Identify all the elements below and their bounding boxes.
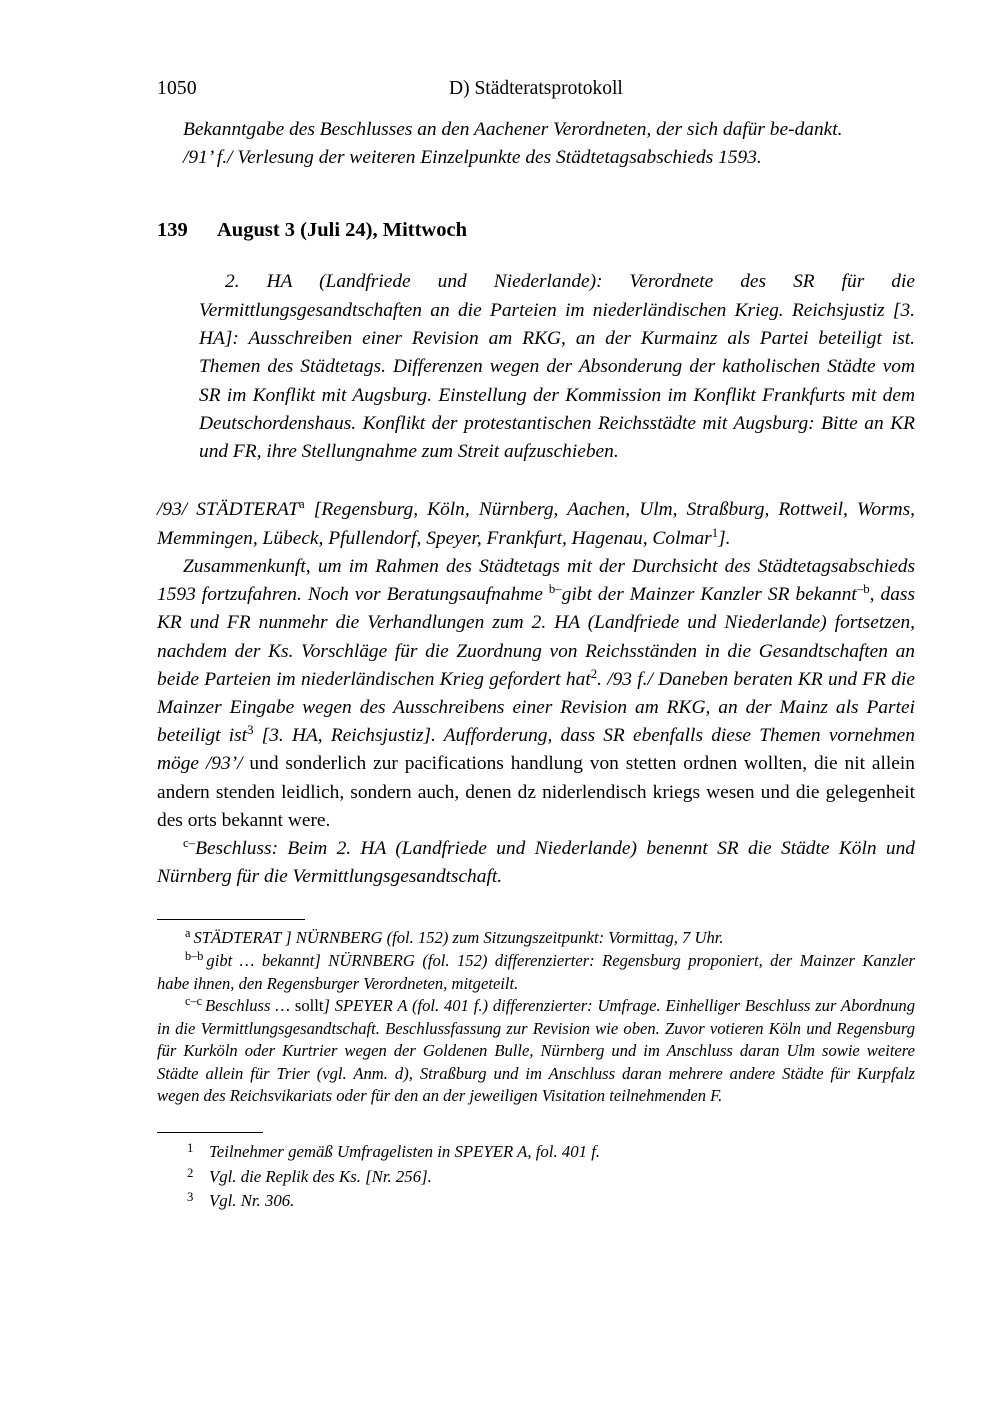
section-heading — [157, 216, 915, 244]
apparatus-note-a — [157, 927, 915, 950]
record-segment-3: , dass KR und FR nunmehr die Verhandlungen zum 2. HA (Landfriede und Niederlande) fortsetzen, nachdem der Ks. Vorschläge für die Zuordnung von Reichsständen in die Gesandtschaften an beide Parteien im niederländischen Krieg gefordert hat — [157, 584, 915, 690]
footnote-number: 2 — [187, 1165, 194, 1180]
footnote-text: Teilnehmer gemäß Umfragelisten in SPEYER A, fol. 401 f. — [209, 1142, 601, 1162]
apparatus-marker-b-close: –b — [856, 582, 870, 597]
footnote-number: 3 — [187, 1190, 194, 1205]
record-quotation-roman: und sonderlich zur pacifications handlung von stetten ordnen wollten, die nit allein andern stenden leidlich, sondern auch, denen dz niderlendisch kriegs wesen und die gelegenheit des orts bekannt were. — [157, 753, 915, 831]
regest-summary: 2. HA (Landfriede und Niederlande): Verordnete des SR für die Vermittlungsgesandtschaften an die Parteien im niederländischen Krieg. Reichsjustiz [3. HA]: Ausschreiben einer Revision am RKG, an der Kurmainz als Partei beteiligt ist. Themen des Städtetags. Differenzen wegen der Absonderung der katholischen Städte vom SR im Konflikt mit Augsburg. Einstellung der Kommission im Konflikt Frankfurts mit dem Deutschordenshaus. Konflikt der protestantischen Reichsstädte mit Augsburg: Bitte an KR und FR, ihre Stellungnahme zum Streit aufzuschieben. — [199, 271, 915, 463]
attendance-paragraph — [157, 496, 915, 552]
record-segment-1: Zusammenkunft, um im Rahmen des Städtetags mit der Durchsicht des Städtetagsabschieds 1593 fortzufahren. Noch vor Beratungsaufnahme — [157, 555, 915, 606]
apparatus-note-c-text-pre: Beschluss … — [205, 996, 295, 1016]
footnote-item — [157, 1165, 915, 1190]
resolution-text: Beschluss: Beim 2. HA (Landfriede und Niederlande) benennt SR die Städte Köln und Nürnberg für die Vermittlungsgesandtschaft. — [157, 837, 915, 888]
footnote-number: 1 — [187, 1141, 194, 1156]
apparatus-note-c-marker: c–c — [185, 993, 203, 1008]
record-segment-4: . /93 f./ Daneben beraten KR und FR die Mainzer Eingabe wegen des Ausschreibens einer Revision am RKG, an der Mainz als Partei beteiligt ist — [157, 668, 915, 747]
footnote-ref-2: 2 — [590, 666, 598, 681]
footnote-ref-1: 1 — [711, 525, 719, 540]
section-title: August 3 (Juli 24), Mittwoch — [217, 219, 467, 242]
lead-paragraph-1-line1: Bekanntgabe des Beschlusses an den Aachener Verordneten, der sich dafür be- — [183, 119, 795, 140]
attendance-tail: ]. — [718, 527, 731, 549]
footnote-list — [157, 1140, 915, 1214]
footnote-text: Vgl. Nr. 306. — [209, 1191, 295, 1211]
record-paragraph-main — [157, 553, 915, 835]
apparatus-note-c — [157, 995, 915, 1108]
page-content — [157, 74, 915, 1214]
attendance-city-list: [Regensburg, Köln, Nürnberg, Aachen, Ulm, Straßburg, Rottweil, Worms, Memmingen, Lübeck, Pfullendorf, Speyer, Frankfurt, Hagenau, Colmar — [157, 499, 915, 549]
record-segment-5: [3. HA, Reichsjustiz]. Aufforderung, dass SR ebenfalls diese Themen vornehmen möge /93’/ — [157, 725, 915, 775]
lead-paragraph-2: /91’ f./ Verlesung der weiteren Einzelpunkte des Städtetagsabschieds 1593. — [183, 147, 762, 169]
running-head — [157, 74, 915, 108]
footnote-ref-3: 3 — [247, 723, 254, 738]
apparatus-note-c-text-post: ] SPEYER A (fol. 401 f.) differenzierter: Umfrage. Einhelliger Beschluss zur Abordnung in die Vermittlungsgesandtschaft. Beschlussfassung zur Revision wie oben. Zuvor votieren Köln und Regensburg für Kurköln oder Kurtrier wegen der Goldenen Bulle, Nürnberg und im Anschluss daran Ulm sowie weitere Städte allein für Trier (vgl. Anm. d), Straßburg und im Anschluss daran mehrere andere Städte für Kurpfalz wegen des Reichsvikariats oder für den an der jeweiligen Visitation teilnehmenden F. — [157, 996, 915, 1106]
apparatus-note-a-marker: a — [185, 925, 191, 940]
footnote-item — [157, 1140, 915, 1165]
lead-paragraph-1-line2: dankt. — [794, 119, 843, 140]
footnote-item — [157, 1189, 915, 1214]
apparatus-note-b-marker: b–b — [185, 948, 204, 963]
footnote-text: Vgl. die Replik des Ks. [Nr. 256]. — [209, 1166, 432, 1186]
apparatus-note-b — [157, 950, 915, 995]
apparatus-marker-a: a — [298, 497, 305, 512]
apparatus-notes — [157, 927, 915, 1108]
apparatus-note-c-text-roman: sollt — [294, 996, 324, 1016]
apparatus-marker-b-open: b– — [548, 582, 562, 597]
running-title: D) Städteratsprotokoll — [449, 78, 623, 99]
record-paragraph-resolution — [157, 835, 915, 891]
apparatus-note-a-text: STÄDTERAT ] NÜRNBERG (fol. 152) zum Sitzungszeitpunkt: Vormittag, 7 Uhr. — [193, 928, 724, 948]
attendance-heading: /93/ STÄDTERAT — [157, 499, 299, 521]
record-segment-2: gibt der Mainzer Kanzler SR bekannt — [561, 584, 857, 606]
apparatus-note-b-text: gibt … bekannt] NÜRNBERG (fol. 152) differenzierter: Regensburg proponiert, der Mainzer Kanzler habe ihnen, den Regensburger Verordneten, mitgeteilt. — [157, 950, 915, 993]
section-number: 139 — [157, 219, 188, 242]
apparatus-separator-rule — [157, 919, 305, 920]
apparatus-marker-c-open: c– — [183, 835, 196, 850]
lead-paragraph-1 — [157, 116, 915, 144]
page-number: 1050 — [157, 78, 197, 99]
footnote-separator-rule — [157, 1132, 263, 1133]
